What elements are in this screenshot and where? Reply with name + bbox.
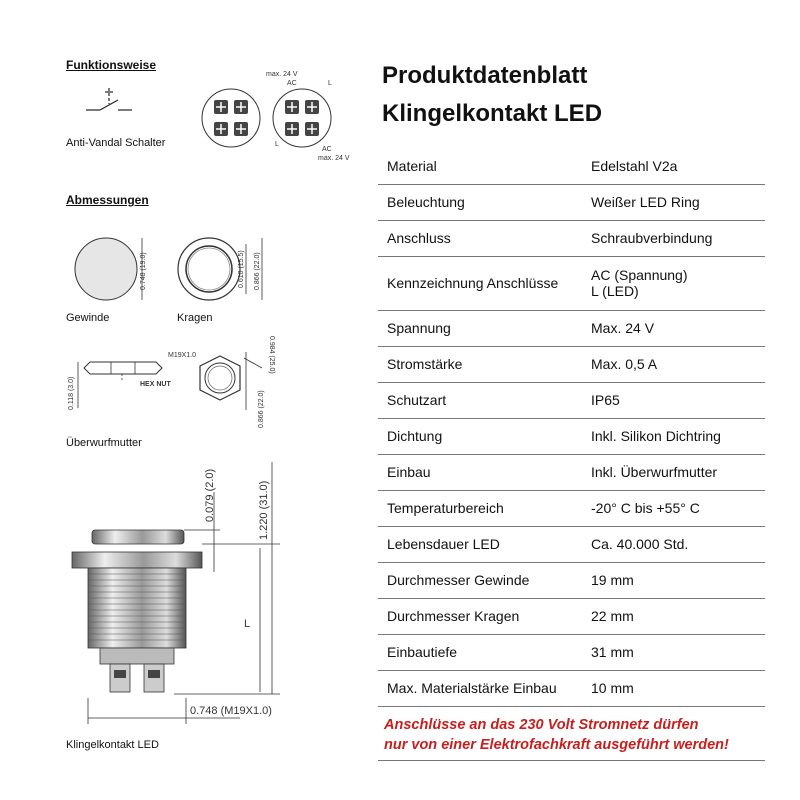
spec-value: IP65 <box>582 382 765 418</box>
spec-key: Material <box>378 148 582 184</box>
collar-dimension-outer: 0.866 (22.0) <box>254 252 261 290</box>
led-caption: Klingelkontakt LED <box>66 739 159 751</box>
spec-row-lighting <box>378 184 765 220</box>
spec-value: Ca. 40.000 Std. <box>582 526 765 562</box>
safety-warning-line2: nur von einer Elektrofachkraft ausgeführt werden! <box>384 737 729 753</box>
spec-value: 19 mm <box>582 562 765 598</box>
spec-value: -20° C bis +55° C <box>582 490 765 526</box>
spec-value: Inkl. Silikon Dichtring <box>582 418 765 454</box>
spec-value: Schraubverbindung <box>582 220 765 256</box>
thread-dimension: 0.748 (19.0) <box>140 252 147 290</box>
spec-key: Stromstärke <box>378 346 582 382</box>
collar-drawing <box>176 236 276 306</box>
spec-row-material-thickness <box>378 670 765 706</box>
led-top-dimension: 0.079 (2.0) <box>204 468 216 522</box>
page-title-line2: Klingelkontakt LED <box>382 100 603 127</box>
spec-row-thread-diameter <box>378 562 765 598</box>
spec-value: 10 mm <box>582 670 765 706</box>
section-title-function: Funktionsweise <box>66 58 157 72</box>
spec-value-line1: AC (Spannung) <box>591 267 688 283</box>
collar-dimension-inner: 0.610 (15.5) <box>238 250 245 288</box>
spec-row-installation <box>378 454 765 490</box>
terminal-diagram <box>200 86 340 156</box>
spec-key: Kennzeichnung Anschlüsse <box>378 256 582 310</box>
safety-warning-line1: Anschlüsse an das 230 Volt Stromnetz dürfen <box>384 717 699 733</box>
spec-key: Dichtung <box>378 418 582 454</box>
terminal-voltage-bottom: max. 24 V <box>318 155 350 162</box>
spec-value: Weißer LED Ring <box>582 184 765 220</box>
safety-warning <box>384 715 764 755</box>
nut-caption: Überwurfmutter <box>66 437 142 449</box>
spec-row-mounting-depth <box>378 634 765 670</box>
spec-value-line2: L (LED) <box>591 283 639 299</box>
terminal-ac-label-bottom: AC <box>322 146 332 153</box>
nut-width-dimension: 0.866 (22.0) <box>258 390 265 428</box>
spec-row-protection <box>378 382 765 418</box>
spec-row-voltage <box>378 310 765 346</box>
page-title-line1: Produktdatenblatt <box>382 62 588 89</box>
spec-value: Inkl. Überwurfmutter <box>582 454 765 490</box>
spec-value: 22 mm <box>582 598 765 634</box>
spec-key: Schutzart <box>378 382 582 418</box>
led-total-dimension: 1.220 (31.0) <box>258 480 270 540</box>
nut-thread-label: M19X1.0 <box>168 352 197 359</box>
spec-row-collar-diameter <box>378 598 765 634</box>
terminal-voltage-top: max. 24 V <box>266 71 298 78</box>
divider <box>378 760 765 761</box>
spec-key: Max. Materialstärke Einbau <box>378 670 582 706</box>
led-thread-dimension: 0.748 (M19X1.0) <box>190 705 272 717</box>
spec-row-seal <box>378 418 765 454</box>
spec-key: Durchmesser Kragen <box>378 598 582 634</box>
terminal-l-label: L <box>328 80 332 87</box>
led-l-label: L <box>244 618 251 630</box>
switch-symbol-icon <box>86 88 146 116</box>
spec-table <box>378 148 765 707</box>
spec-row-current <box>378 346 765 382</box>
spec-value: Max. 24 V <box>582 310 765 346</box>
spec-key: Temperaturbereich <box>378 490 582 526</box>
terminal-ac-label: AC <box>287 80 297 87</box>
spec-row-material <box>378 148 765 184</box>
spec-row-terminal-marking <box>378 256 765 310</box>
spec-row-temperature <box>378 490 765 526</box>
spec-value: Edelstahl V2a <box>582 148 765 184</box>
collar-caption: Kragen <box>177 312 213 324</box>
spec-key: Anschluss <box>378 220 582 256</box>
spec-row-led-lifetime <box>378 526 765 562</box>
spec-key: Beleuchtung <box>378 184 582 220</box>
thread-caption: Gewinde <box>66 312 110 324</box>
terminal-l-label-bottom: L <box>275 141 279 148</box>
led-contact-drawing <box>60 462 290 730</box>
hex-nut-drawing <box>70 348 270 428</box>
switch-caption: Anti-Vandal Schalter <box>66 137 166 149</box>
nut-thickness-dimension: 0.118 (3.0) <box>68 376 75 410</box>
spec-value: Max. 0,5 A <box>582 346 765 382</box>
spec-value: 31 mm <box>582 634 765 670</box>
spec-key: Einbautiefe <box>378 634 582 670</box>
nut-flat-dimension: 0.984 (25.0) <box>268 336 275 374</box>
spec-key: Spannung <box>378 310 582 346</box>
spec-row-connection <box>378 220 765 256</box>
spec-value <box>582 256 765 310</box>
spec-key: Lebensdauer LED <box>378 526 582 562</box>
hex-nut-label: HEX NUT <box>140 381 171 388</box>
spec-key: Einbau <box>378 454 582 490</box>
section-title-dimensions: Abmessungen <box>66 193 149 207</box>
spec-key: Durchmesser Gewinde <box>378 562 582 598</box>
